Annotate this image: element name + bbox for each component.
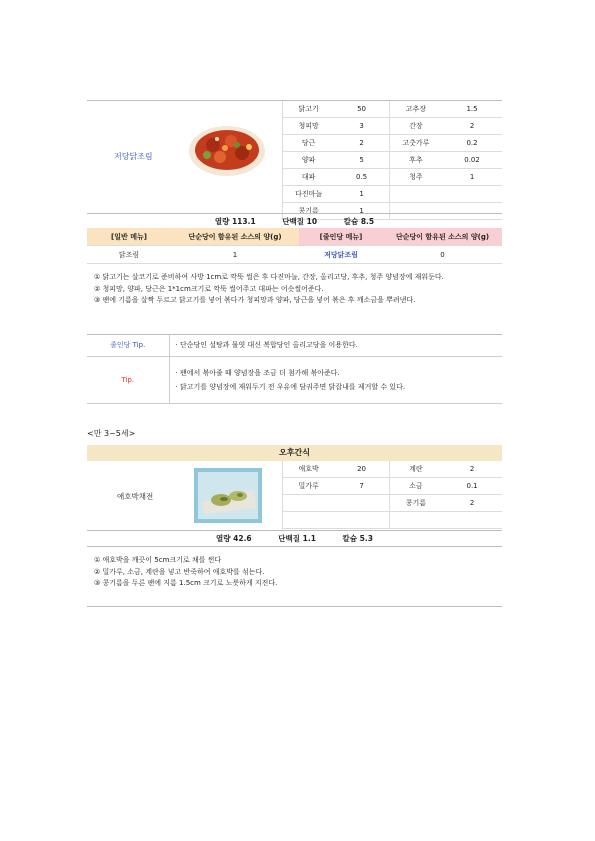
seasoning-amount: 1	[442, 169, 502, 186]
protein: 단백질 10	[282, 217, 318, 226]
ingredient-row	[283, 169, 503, 186]
ingredient-row	[283, 101, 503, 118]
calcium: 칼슘 5.3	[342, 534, 373, 543]
reduced-menu-header: [줄인당 메뉴]	[299, 228, 383, 246]
recipe-1-ingredient-table	[282, 101, 502, 220]
ingredient-name: 대파	[283, 169, 335, 186]
zucchini-pancake-image	[194, 468, 262, 523]
ingredient-name: 다진마늘	[283, 186, 335, 203]
recipe-1-name: 저당닭조림	[114, 152, 153, 161]
general-sauce-header: 단순당이 함유된 소스의 양(g)	[171, 228, 299, 246]
ingredient-name	[283, 495, 335, 512]
ingredient-name	[283, 512, 335, 529]
rule	[87, 530, 502, 531]
calories: 열량 42.6	[216, 534, 252, 543]
ingredient-name: 콩기름	[283, 203, 335, 220]
calcium: 칼슘 8.5	[343, 217, 375, 226]
braised-chicken-image	[187, 121, 267, 179]
step-1: ① 닭고기는 살코기로 준비하여 사방 1cm로 깍뚝 썰은 후 다진마늘, 간장, 올리고당, 후추, 청주 양념장에 재워둔다.	[94, 273, 444, 281]
seasoning-amount	[442, 512, 502, 529]
age-section-label: <만 3~5세>	[87, 429, 136, 438]
recipe-2-nutrition-summary	[87, 533, 502, 544]
seasoning-name: 고춧가루	[389, 135, 442, 152]
reduced-menu-name: 저당닭조림	[299, 246, 383, 264]
seasoning-amount: 0.1	[442, 478, 502, 495]
ingredient-name: 청피망	[283, 118, 335, 135]
ingredient-row	[283, 135, 503, 152]
ingredient-amount: 7	[334, 478, 389, 495]
ingredient-amount: 20	[334, 461, 389, 478]
ingredient-amount: 5	[334, 152, 389, 169]
seasoning-amount: 2	[442, 495, 502, 512]
seasoning-name: 간장	[389, 118, 442, 135]
seasoning-name	[389, 186, 442, 203]
seasoning-name: 후추	[389, 152, 442, 169]
ingredient-row	[283, 461, 503, 478]
tip-text-2: · 닭고기를 양념장에 재워두기 전 우유에 담궈주면 닭잡내를 제거할 수 있다.	[175, 382, 406, 391]
recipe-1-nutrition-summary	[87, 216, 502, 227]
general-menu-header: [일반 메뉴]	[87, 228, 171, 246]
recipe-1-label-area	[87, 101, 287, 214]
calories: 열량 113.1	[214, 217, 256, 226]
ingredient-amount: 2	[334, 135, 389, 152]
seasoning-name	[389, 512, 442, 529]
seasoning-amount: 0.02	[442, 152, 502, 169]
tip-texts	[169, 356, 502, 403]
seasoning-name: 소금	[389, 478, 442, 495]
tip-table	[87, 335, 502, 404]
seasoning-amount: 2	[442, 461, 502, 478]
step-2: ② 청피망, 양파, 당근은 1*1cm크기로 깍뚝 썰어주고 대파는 어슷썰어준다.	[94, 284, 324, 293]
seasoning-name: 고추장	[389, 101, 442, 118]
step-2: ② 밀가루, 소금, 계란을 넣고 반죽하여 애호박를 섞는다.	[94, 567, 265, 576]
protein: 단백질 1.1	[278, 534, 316, 543]
recipe-2-ingredient-table	[282, 461, 502, 529]
tip-label: Tip.	[87, 356, 169, 403]
reduced-sauce-header: 단순당이 함유된 소스의 양(g)	[383, 228, 502, 246]
reduced-sugar-tip-label: 줄인당 Tip.	[87, 335, 169, 356]
ingredient-row	[283, 118, 503, 135]
ingredient-amount: 1	[334, 186, 389, 203]
reduced-sugar-tip-text: · 단순당인 설탕과 물엿 대신 복합당인 올리고당을 이용한다.	[169, 335, 502, 356]
ingredient-row	[283, 152, 503, 169]
step-3: ③ 콩기름을 두른 팬에 지름 1.5cm 크기로 노릇하게 지진다.	[94, 579, 278, 587]
ingredient-amount: 50	[334, 101, 389, 118]
ingredient-amount	[334, 512, 389, 529]
snack-header: 오후간식	[87, 445, 502, 461]
recipe-2-label-area	[87, 461, 287, 531]
sugar-comparison-table	[87, 228, 502, 264]
seasoning-amount	[442, 186, 502, 203]
ingredient-name: 밀가루	[283, 478, 335, 495]
recipe-1-steps	[94, 272, 499, 307]
seasoning-name: 계란	[389, 461, 442, 478]
ingredient-name: 닭고기	[283, 101, 335, 118]
seasoning-name: 청주	[389, 169, 442, 186]
general-sauce-amount: 1	[171, 246, 299, 264]
ingredient-row	[283, 512, 503, 529]
seasoning-amount: 0.2	[442, 135, 502, 152]
seasoning-amount: 1.5	[442, 101, 502, 118]
ingredient-amount: 1	[334, 203, 389, 220]
rule	[87, 213, 502, 214]
reduced-sauce-amount: 0	[383, 246, 502, 264]
step-1: ① 애호박을 깨끗이 5cm크기로 채를 썬다	[94, 556, 222, 564]
bottom-rule	[87, 606, 502, 607]
rule	[87, 546, 502, 547]
ingredient-row	[283, 478, 503, 495]
recipe-2-name: 애호박채전	[117, 492, 154, 501]
seasoning-name: 콩기름	[389, 495, 442, 512]
ingredient-name: 애호박	[283, 461, 335, 478]
ingredient-amount: 3	[334, 118, 389, 135]
tip-text-1: · 팬에서 볶아줄 때 양념장을 조금 더 첨가해 볶아준다.	[175, 368, 340, 377]
seasoning-amount: 2	[442, 118, 502, 135]
ingredient-amount: 0.5	[334, 169, 389, 186]
ingredient-amount	[334, 495, 389, 512]
recipe-2-steps	[94, 555, 499, 590]
ingredient-name: 당근	[283, 135, 335, 152]
ingredient-name: 양파	[283, 152, 335, 169]
step-3: ③ 팬에 기름을 살짝 두르고 닭고기를 넣어 볶다가 청피망과 양파, 당근을 넣어 볶은 후 깨소금을 뿌려낸다.	[94, 296, 416, 304]
ingredient-row	[283, 495, 503, 512]
ingredient-row	[283, 186, 503, 203]
general-menu-name: 닭조림	[87, 246, 171, 264]
